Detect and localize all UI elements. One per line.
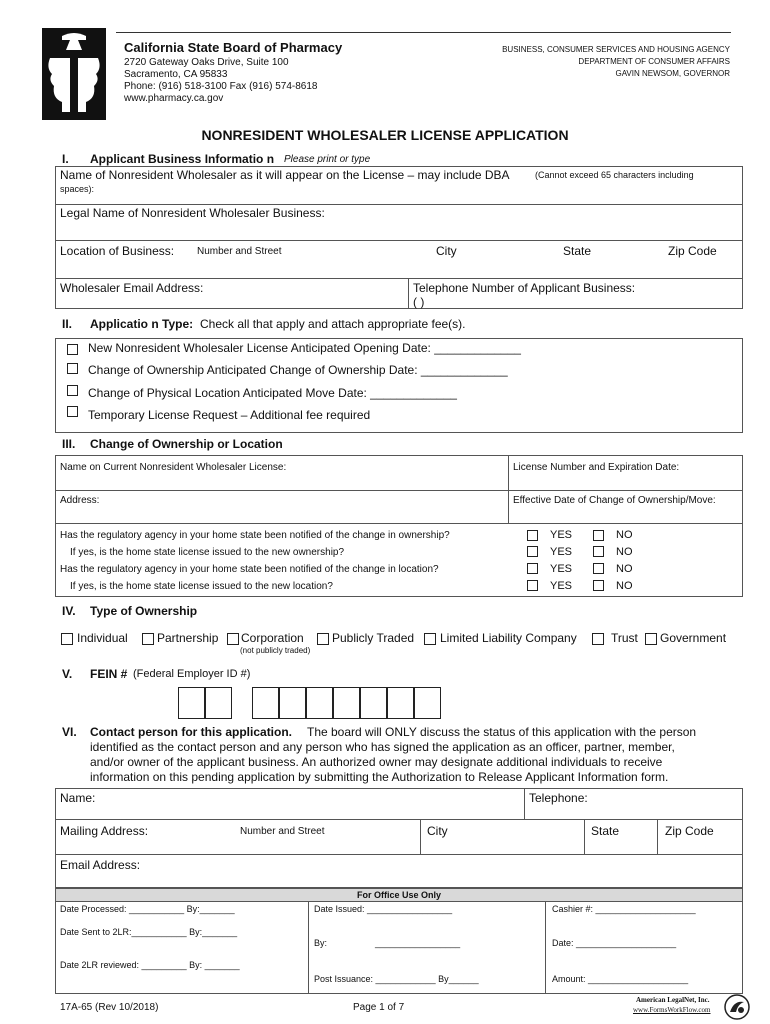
location-street-label: Number and Street	[197, 246, 282, 257]
mailing-city-label: City	[427, 824, 448, 838]
section-1-heading: Applicant Business Informatio n	[90, 152, 275, 166]
q1-yes-checkbox[interactable]	[527, 530, 538, 541]
section-5-heading: FEIN #	[90, 667, 128, 681]
change-ownership-checkbox[interactable]	[67, 363, 78, 374]
q2-no-checkbox[interactable]	[593, 546, 604, 557]
mailing-state-label: State	[591, 824, 620, 838]
mailing-street-label: Number and Street	[240, 826, 325, 837]
contact-telephone-label[interactable]: Telephone:	[529, 791, 588, 805]
wholesaler-name-note: (Cannot exceed 65 characters including	[535, 170, 694, 180]
q2-no-label: NO	[616, 546, 633, 558]
location-city-label: City	[436, 244, 457, 258]
page-number: Page 1 of 7	[353, 1002, 405, 1013]
location-label[interactable]: Location of Business:	[60, 244, 175, 258]
fein-digit-2[interactable]	[205, 687, 232, 719]
brand-url[interactable]: www.FormsWorkFlow.com	[633, 1006, 711, 1014]
trust-checkbox[interactable]	[592, 633, 604, 645]
contact-email-label[interactable]: Email Address:	[60, 858, 141, 872]
fein-digit-6[interactable]	[333, 687, 360, 719]
date-2lr-reviewed-field: Date 2LR reviewed: _________ By: _______	[60, 960, 240, 970]
q1-yes-label: YES	[550, 529, 573, 541]
section-6-heading: Contact person for this application.	[90, 725, 293, 739]
corporation-label: Corporation	[241, 631, 304, 645]
section-3-heading: Change of Ownership or Location	[90, 437, 283, 451]
effective-date-label[interactable]: Effective Date of Change of Ownership/Move:	[513, 495, 716, 506]
q4-yes-label: YES	[550, 580, 573, 592]
contact-name-label[interactable]: Name:	[60, 791, 96, 805]
location-state-label: State	[563, 244, 592, 258]
fein-digit-5[interactable]	[306, 687, 333, 719]
section-2-number: II.	[62, 317, 73, 331]
location-zip-label: Zip Code	[668, 244, 717, 258]
department-name: DEPARTMENT OF CONSUMER AFFAIRS	[578, 57, 730, 66]
date-processed-field: Date Processed: ___________ By:_______	[60, 904, 235, 914]
section-1-note: Please print or type	[284, 154, 371, 165]
wholesaler-name-note-2: spaces):	[60, 184, 95, 194]
question-ownership-notified: Has the regulatory agency in your home state been notified of the change in ownership?	[60, 530, 450, 541]
fein-digit-8[interactable]	[387, 687, 414, 719]
current-license-name-label[interactable]: Name on Current Nonresident Wholesaler License:	[60, 462, 287, 473]
section-4-heading: Type of Ownership	[90, 604, 198, 618]
temporary-license-option: Temporary License Request – Additional fee required	[88, 408, 371, 422]
publicly-traded-checkbox[interactable]	[317, 633, 329, 645]
q2-yes-checkbox[interactable]	[527, 546, 538, 557]
issued-by-label: By:	[314, 938, 328, 948]
section-4-number: IV.	[62, 604, 76, 618]
mailing-zip-label: Zip Code	[665, 824, 714, 838]
q3-no-checkbox[interactable]	[593, 563, 604, 574]
q3-yes-checkbox[interactable]	[527, 563, 538, 574]
corporation-note: (not publicly traded)	[240, 646, 311, 655]
change-location-checkbox[interactable]	[67, 385, 78, 396]
q3-no-label: NO	[616, 563, 633, 575]
wholesaler-email-label[interactable]: Wholesaler Email Address:	[60, 281, 204, 295]
government-label: Government	[660, 631, 727, 645]
llc-label: Limited Liability Company	[440, 631, 577, 645]
q4-yes-checkbox[interactable]	[527, 580, 538, 591]
agency-name: BUSINESS, CONSUMER SERVICES AND HOUSING AGENCY	[502, 45, 730, 54]
form-title: NONRESIDENT WHOLESALER LICENSE APPLICATION	[201, 127, 569, 143]
question-ownership-license: If yes, is the home state license issued to the new ownership?	[70, 547, 345, 558]
office-date-field: Date: ____________________	[552, 938, 677, 948]
post-issuance-field: Post Issuance: ____________ By______	[314, 974, 479, 984]
brand-name: American LegalNet, Inc.	[636, 996, 710, 1004]
pharmacy-logo-icon	[42, 28, 106, 120]
section-3-address-label[interactable]: Address:	[60, 495, 100, 506]
government-checkbox[interactable]	[645, 633, 657, 645]
board-phone-fax: Phone: (916) 518-3100 Fax (916) 574-8618	[124, 81, 318, 92]
fein-digit-1[interactable]	[178, 687, 205, 719]
board-name: California State Board of Pharmacy	[124, 40, 343, 55]
governor-name: GAVIN NEWSOM, GOVERNOR	[615, 69, 730, 78]
new-license-checkbox[interactable]	[67, 344, 78, 355]
legal-name-label[interactable]: Legal Name of Nonresident Wholesaler Business:	[60, 206, 325, 220]
change-location-option: Change of Physical Location Anticipated Move Date: _____________	[88, 386, 457, 400]
q4-no-checkbox[interactable]	[593, 580, 604, 591]
issued-by-line: _________________	[375, 938, 461, 948]
brand-logo-icon	[724, 994, 750, 1020]
wholesaler-name-label[interactable]: Name of Nonresident Wholesaler as it will appear on the License – may include DBA	[60, 168, 510, 182]
amount-field: Amount: ____________________	[552, 974, 689, 984]
new-license-option: New Nonresident Wholesaler License Anticipated Opening Date: _____________	[88, 341, 521, 355]
fein-digit-3[interactable]	[252, 687, 279, 719]
question-location-license: If yes, is the home state license issued to the new location?	[70, 581, 333, 592]
header-rule	[116, 32, 731, 33]
form-id: 17A-65 (Rev 10/2018)	[60, 1002, 159, 1013]
publicly-traded-label: Publicly Traded	[332, 631, 415, 645]
business-telephone-label[interactable]: Telephone Number of Applicant Business:	[413, 281, 636, 295]
section-6-text-4: information on this pending application by submitting the Authorization to Release Applicant Information form.	[90, 770, 669, 784]
contact-table	[55, 788, 743, 888]
section-1-number: I.	[62, 152, 69, 166]
section-5-note: (Federal Employer ID #)	[133, 668, 251, 680]
section-6-text-2: identified as the contact person and any person who has signed the application as an officer, partner, member,	[90, 740, 675, 754]
q4-no-label: NO	[616, 580, 633, 592]
q2-yes-label: YES	[550, 546, 573, 558]
llc-checkbox[interactable]	[424, 633, 436, 645]
section-6-text-3: and/or owner of the applicant business. An authorized owner may designate additional individuals to receive	[90, 755, 663, 769]
fein-digit-9[interactable]	[414, 687, 441, 719]
section-5-number: V.	[62, 667, 73, 681]
fein-digit-7[interactable]	[360, 687, 387, 719]
partnership-checkbox[interactable]	[142, 633, 154, 645]
section-6-text-1: The board will ONLY discuss the status of this application with the person	[307, 725, 697, 739]
corporation-checkbox[interactable]	[227, 633, 239, 645]
section-3-table	[55, 455, 743, 597]
date-sent-2lr-field: Date Sent to 2LR:___________ By:_______	[60, 927, 238, 937]
board-address-1: 2720 Gateway Oaks Drive, Suite 100	[124, 57, 289, 68]
question-location-notified: Has the regulatory agency in your home state been notified of the change in location?	[60, 564, 439, 575]
date-issued-field: Date Issued: _________________	[314, 904, 453, 914]
section-6-number: VI.	[62, 725, 77, 739]
section-2-heading: Applicatio n Type:	[90, 317, 194, 331]
section-2-instruction: Check all that apply and attach appropriate fee(s).	[200, 317, 466, 331]
q1-no-checkbox[interactable]	[593, 530, 604, 541]
individual-label: Individual	[77, 631, 128, 645]
q1-no-label: NO	[616, 529, 633, 541]
telephone-area-code: ( )	[413, 295, 425, 309]
individual-checkbox[interactable]	[61, 633, 73, 645]
partnership-label: Partnership	[157, 631, 219, 645]
mailing-address-label[interactable]: Mailing Address:	[60, 824, 149, 838]
cashier-field: Cashier #: ____________________	[552, 904, 696, 914]
trust-label: Trust	[611, 631, 638, 645]
section-3-number: III.	[62, 437, 76, 451]
board-website[interactable]: www.pharmacy.ca.gov	[124, 93, 224, 104]
fein-digit-4[interactable]	[279, 687, 306, 719]
q3-yes-label: YES	[550, 563, 573, 575]
temporary-license-checkbox[interactable]	[67, 406, 78, 417]
change-ownership-option: Change of Ownership Anticipated Change of Ownership Date: _____________	[88, 363, 508, 377]
board-address-2: Sacramento, CA 95833	[124, 69, 228, 80]
office-use-title: For Office Use Only	[356, 890, 442, 900]
license-number-label[interactable]: License Number and Expiration Date:	[513, 462, 680, 473]
